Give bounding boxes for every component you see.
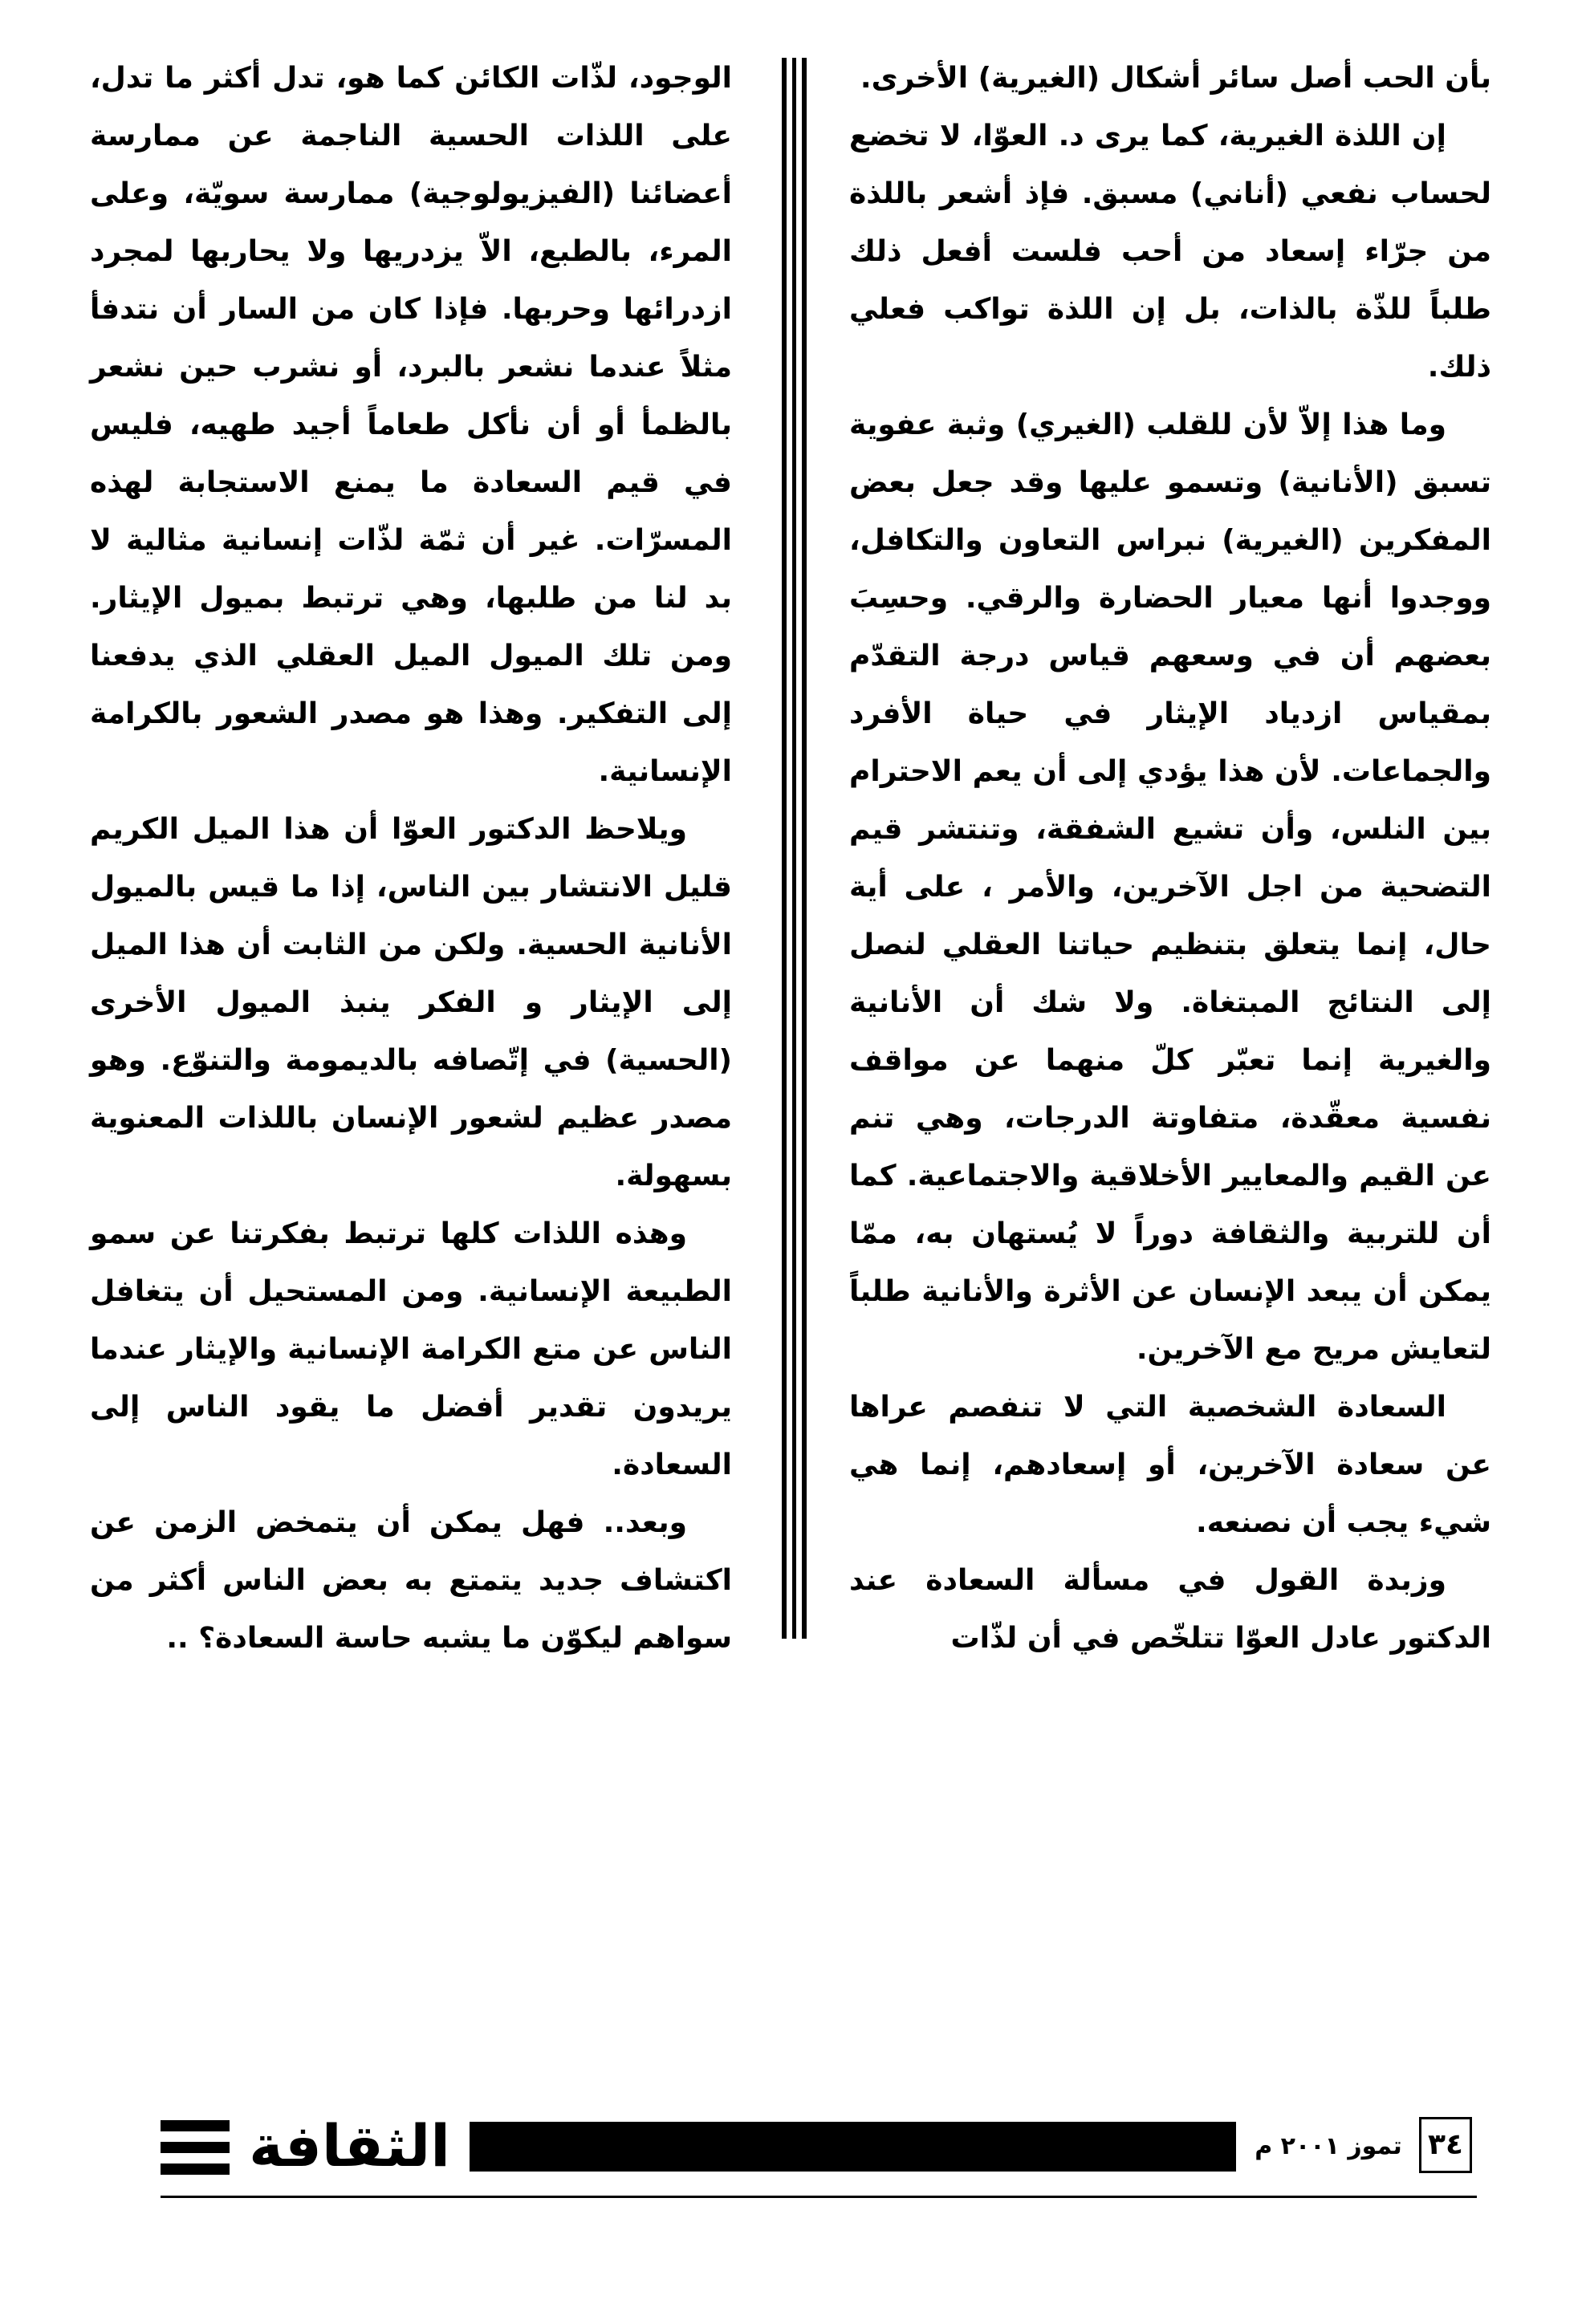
paragraph: وما هذا إلاّ لأن للقلب (الغيري) وثبة عفوية تسبق (الأنانية) وتسمو عليها وقد جعل بعض المفكرين (الغيرية) نبراس التعاون والتكافل، ووجدوا أنها معيار الحضارة والرقي. وحسِبَ بعضهم أن في وسعهم قياس درجة التقدّم بمقياس ازدياد الإيثار في حياة الأفرد والجماعات. لأن هذا يؤدي إلى أن يعم الاحترام بين النلس، وأن تشيع الشفقة، وتنتشر قيم التضحية من اجل الآخرين، والأمر ، على أية حال، إنما يتعلق بتنظيم حياتنا العقلي لنصل إلى النتائج المبتغاة. ولا شك أن الأنانية والغيرية إنما تعبّر كلّ منهما عن مواقف نفسية معقّدة، متفاوتة الدرجات، وهي تنم عن القيم والمعايير الأخلاقية والاجتماعية. كما أن للتربية والثقافة دوراً لا يُستهان به، ممّا يمكن أن يبعد الإنسان عن الأثرة والأنانية طلباً لتعايش مريح مع الآخرين. bbox=[849, 408, 1491, 1366]
paragraph: السعادة الشخصية التي لا تنفصم عراها عن سعادة الآخرين، أو إسعادهم، إنما هي شيء يجب أن نصنعه. bbox=[849, 1391, 1491, 1539]
paragraph: ويلاحظ الدكتور العوّا أن هذا الميل الكريم قليل الانتشار بين الناس، إذا ما قيس بالميول الأنانية الحسية. ولكن من الثابت أن هذا الميل إلى الإيثار و الفكر ينبذ الميول الأخرى (الحسية) في إتّصافه بالديمومة والتنوّع. وهو مصدر عظيم لشعور الإنسان باللذات المعنوية بسهولة. bbox=[90, 813, 732, 1192]
paragraph: إن اللذة الغيرية، كما يرى د. العوّا، لا تخضع لحساب نفعي (أناني) مسبق. فإذ أشعر باللذة من جرّاء إسعاد من أحب فلست أفعل ذلك طلباً للذّة بالذات، بل إن اللذة تواكب فعلي ذلك. bbox=[849, 120, 1491, 384]
right-text-column bbox=[849, 50, 1491, 1655]
page-number: ٣٤ bbox=[1419, 2117, 1472, 2173]
column-divider bbox=[777, 58, 812, 1639]
left-text-column bbox=[90, 50, 732, 1655]
issue-date: تموز ٢٠٠١ م bbox=[1255, 2132, 1402, 2160]
paragraph: الوجود، لذّات الكائن كما هو، تدل أكثر ما تدل، على اللذات الحسية الناجمة عن ممارسة أعضائنا (الفيزيولوجية) ممارسة سويّة، وعلى المرء، بالطبع، الاّ يزدريها ولا يحاربها لمجرد ازدرائها وحربها. فإذا كان من السار أن نتدفأ مثلاً عندما نشعر بالبرد، أو نشرب حين نشعر بالظمأ أو أن نأكل طعاماً أجيد طهيه، فليس في قيم السعادة ما يمنع الاستجابة لهذه المسرّات. غير أن ثمّة لذّات إنسانية مثالية لا بد لنا من طلبها، وهي ترتبط بميول الإيثار. ومن تلك الميول الميل العقلي الذي يدفعنا إلى التفكير. وهذا هو مصدر الشعور بالكرامة الإنسانية. bbox=[90, 62, 732, 788]
brand-stripes bbox=[161, 2120, 230, 2175]
paragraph: بأن الحب أصل سائر أشكال (الغيرية) الأخرى. bbox=[860, 62, 1491, 95]
page-footer bbox=[161, 2111, 1477, 2183]
footer-bar bbox=[470, 2122, 1236, 2172]
paragraph: وزبدة القول في مسألة السعادة عند الدكتور عادل العوّا تتلخّص في أن لذّات bbox=[849, 1564, 1491, 1655]
paragraph: وهذه اللذات كلها ترتبط بفكرتنا عن سمو الطبيعة الإنسانية. ومن المستحيل أن يتغافل الناس عن متع الكرامة الإنسانية والإيثار عندما يريدون تقدير أفضل ما يقود الناس إلى السعادة. bbox=[90, 1217, 732, 1481]
paragraph: وبعد.. فهل يمكن أن يتمخض الزمن عن اكتشاف جديد يتمتع به بعض الناس أكثر من سواهم ليكوّن ما يشبه حاسة السعادة؟ .. bbox=[90, 1506, 732, 1655]
magazine-logo: الثقافة bbox=[249, 2112, 450, 2180]
footer-rule bbox=[161, 2196, 1477, 2198]
